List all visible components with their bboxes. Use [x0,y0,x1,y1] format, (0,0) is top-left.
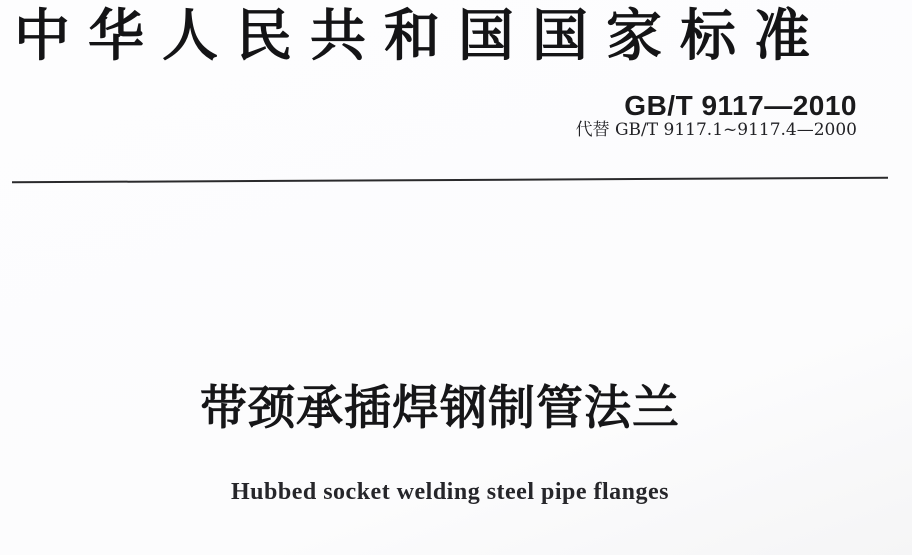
national-standard-header: 中华人民共和国国家标准 [14,3,828,69]
standard-code: GB/T 9117—2010 [624,90,857,121]
document-title-english: Hubbed socket welding steel pipe flanges [230,479,670,505]
superseded-standards: 代替 GB/T 9117.1~9117.4—2000 [575,120,857,140]
header-divider [12,177,888,184]
document-title-chinese: 带颈承插焊钢制管法兰 [200,381,680,436]
